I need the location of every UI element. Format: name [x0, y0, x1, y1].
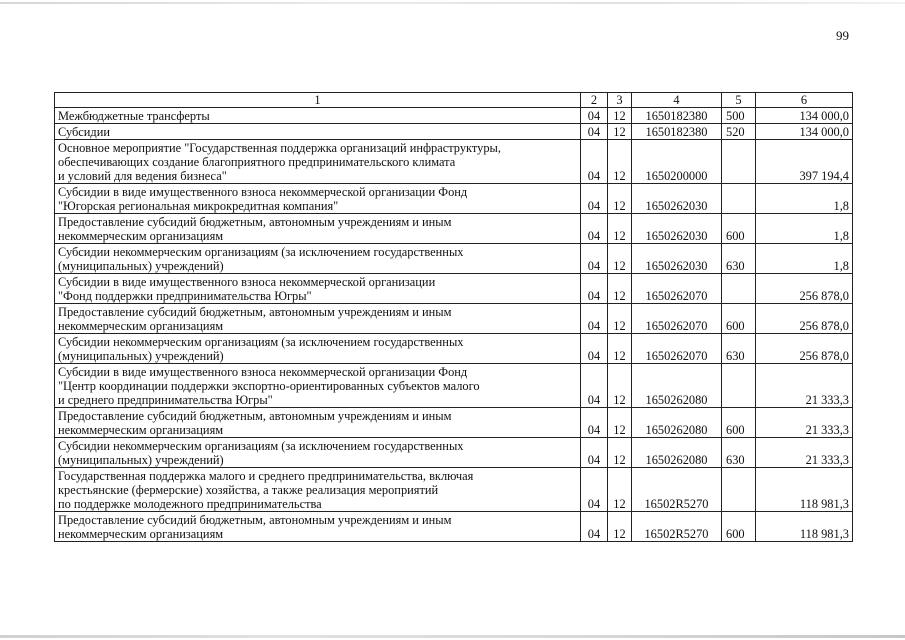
header-col-3: 3 [608, 93, 632, 108]
row-target-code: 1650262080 [632, 408, 722, 438]
row-name: Субсидии в виде имущественного взноса некоммерческой организации Фонд "Югорская региональная микрокредитная компания" [55, 184, 581, 214]
row-expense-type [722, 364, 756, 408]
row-subsection: 12 [608, 214, 632, 244]
row-section: 04 [581, 364, 608, 408]
table-row [55, 244, 853, 274]
row-section: 04 [581, 334, 608, 364]
header-col-2: 2 [581, 93, 608, 108]
row-expense-type [722, 140, 756, 184]
row-expense-type: 600 [722, 512, 756, 542]
row-section: 04 [581, 140, 608, 184]
row-target-code: 1650262070 [632, 304, 722, 334]
header-col-6: 6 [756, 93, 853, 108]
row-subsection: 12 [608, 364, 632, 408]
row-subsection: 12 [608, 304, 632, 334]
row-subsection: 12 [608, 108, 632, 124]
row-target-code: 1650262030 [632, 214, 722, 244]
scan-edge-bottom [0, 635, 905, 638]
row-subsection: 12 [608, 244, 632, 274]
row-expense-type: 520 [722, 124, 756, 140]
row-amount: 1,8 [756, 184, 853, 214]
row-amount: 1,8 [756, 214, 853, 244]
row-target-code: 1650182380 [632, 108, 722, 124]
table-header [55, 93, 853, 108]
row-expense-type: 600 [722, 304, 756, 334]
row-amount: 397 194,4 [756, 140, 853, 184]
row-expense-type: 600 [722, 408, 756, 438]
row-target-code: 1650262080 [632, 438, 722, 468]
row-subsection: 12 [608, 274, 632, 304]
header-col-1: 1 [55, 93, 581, 108]
table-row [55, 468, 853, 512]
row-target-code: 1650182380 [632, 124, 722, 140]
row-expense-type [722, 274, 756, 304]
row-target-code: 1650262080 [632, 364, 722, 408]
header-col-4: 4 [632, 93, 722, 108]
row-section: 04 [581, 408, 608, 438]
row-expense-type: 630 [722, 334, 756, 364]
row-subsection: 12 [608, 184, 632, 214]
row-subsection: 12 [608, 140, 632, 184]
row-amount: 1,8 [756, 244, 853, 274]
scan-edge-top [0, 2, 905, 4]
row-amount: 118 981,3 [756, 468, 853, 512]
row-section: 04 [581, 124, 608, 140]
table-row [55, 214, 853, 244]
row-expense-type: 630 [722, 244, 756, 274]
row-amount: 134 000,0 [756, 108, 853, 124]
row-target-code: 16502R5270 [632, 512, 722, 542]
row-name: Основное мероприятие "Государственная поддержка организаций инфраструктуры, обеспечивающих создание благоприятного предпринимательского климата и условий для ведения бизнеса" [55, 140, 581, 184]
table-row [55, 140, 853, 184]
row-section: 04 [581, 274, 608, 304]
row-name: Предоставление субсидий бюджетным, автономным учреждениям и иным некоммерческим организациям [55, 304, 581, 334]
table-row [55, 304, 853, 334]
table-row [55, 438, 853, 468]
row-name: Межбюджетные трансферты [55, 108, 581, 124]
row-section: 04 [581, 512, 608, 542]
row-amount: 256 878,0 [756, 304, 853, 334]
table-row [55, 334, 853, 364]
header-col-5: 5 [722, 93, 756, 108]
budget-table [54, 92, 853, 542]
row-name: Субсидии некоммерческим организациям (за исключением государственных (муниципальных) учреждений) [55, 334, 581, 364]
header-row [55, 93, 853, 108]
row-subsection: 12 [608, 124, 632, 140]
table-body [55, 108, 853, 542]
table-row [55, 512, 853, 542]
row-expense-type: 600 [722, 214, 756, 244]
table-row [55, 364, 853, 408]
page-number: 99 [836, 28, 849, 43]
table-row [55, 274, 853, 304]
row-expense-type: 630 [722, 438, 756, 468]
row-expense-type [722, 184, 756, 214]
row-target-code: 1650200000 [632, 140, 722, 184]
row-amount: 21 333,3 [756, 438, 853, 468]
row-amount: 21 333,3 [756, 408, 853, 438]
row-section: 04 [581, 244, 608, 274]
table-row [55, 124, 853, 140]
table-row [55, 184, 853, 214]
row-subsection: 12 [608, 512, 632, 542]
row-section: 04 [581, 214, 608, 244]
row-name: Субсидии некоммерческим организациям (за исключением государственных (муниципальных) учреждений) [55, 244, 581, 274]
row-subsection: 12 [608, 468, 632, 512]
row-subsection: 12 [608, 438, 632, 468]
row-section: 04 [581, 108, 608, 124]
row-section: 04 [581, 184, 608, 214]
row-section: 04 [581, 468, 608, 512]
row-amount: 118 981,3 [756, 512, 853, 542]
row-subsection: 12 [608, 334, 632, 364]
row-section: 04 [581, 304, 608, 334]
row-name: Государственная поддержка малого и среднего предпринимательства, включая крестьянские (фермерские) хозяйства, а также реализация мероприятий по поддержке молодежного предпринимательства [55, 468, 581, 512]
row-target-code: 1650262070 [632, 274, 722, 304]
row-section: 04 [581, 438, 608, 468]
row-target-code: 1650262070 [632, 334, 722, 364]
row-name: Предоставление субсидий бюджетным, автономным учреждениям и иным некоммерческим организациям [55, 214, 581, 244]
row-name: Субсидии [55, 124, 581, 140]
row-target-code: 1650262030 [632, 184, 722, 214]
row-amount: 21 333,3 [756, 364, 853, 408]
row-amount: 134 000,0 [756, 124, 853, 140]
row-name: Субсидии некоммерческим организациям (за исключением государственных (муниципальных) учреждений) [55, 438, 581, 468]
row-target-code: 1650262030 [632, 244, 722, 274]
row-name: Субсидии в виде имущественного взноса некоммерческой организации "Фонд поддержки предпринимательства Югры" [55, 274, 581, 304]
row-subsection: 12 [608, 408, 632, 438]
row-name: Предоставление субсидий бюджетным, автономным учреждениям и иным некоммерческим организациям [55, 408, 581, 438]
row-amount: 256 878,0 [756, 274, 853, 304]
row-target-code: 16502R5270 [632, 468, 722, 512]
row-amount: 256 878,0 [756, 334, 853, 364]
row-name: Субсидии в виде имущественного взноса некоммерческой организации Фонд "Центр координации поддержки экспортно-ориентированных субъектов малого и среднего предпринимательства Югры" [55, 364, 581, 408]
row-expense-type: 500 [722, 108, 756, 124]
table-row [55, 108, 853, 124]
row-expense-type [722, 468, 756, 512]
row-name: Предоставление субсидий бюджетным, автономным учреждениям и иным некоммерческим организациям [55, 512, 581, 542]
table-row [55, 408, 853, 438]
